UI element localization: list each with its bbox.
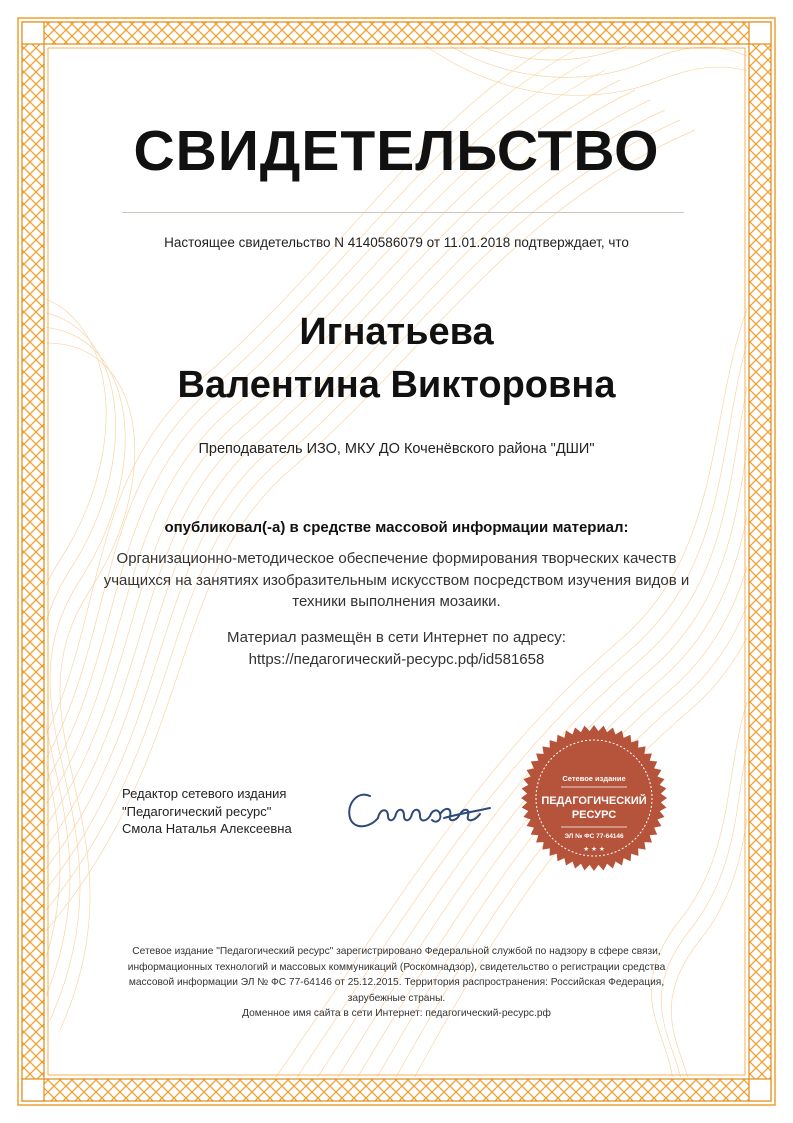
footer-registration-text: Сетевое издание "Педагогический ресурс" зарегистрировано Федеральной службой по надзору в сфере связи, информационных технологий и массовых коммуникаций (Роскомнадзор), свидетельство о регистрации средства массовой информации ЭЛ № ФС 77-64146 от 25.12.2015. Территория распространения: Российская Федерация, зарубежные страны.: [127, 946, 666, 1004]
seal-top-text: Сетевое издание: [562, 774, 626, 783]
recipient-surname: Игнатьева: [299, 311, 494, 353]
certificate-title: СВИДЕТЕЛЬСТВО: [133, 119, 660, 183]
footer-domain: Доменное имя сайта в сети Интернет: педагогический-ресурс.рф: [242, 1008, 551, 1019]
footer-legal: [110, 944, 683, 1022]
recipient-position: Преподаватель ИЗО, МКУ ДО Коченёвского района "ДШИ": [198, 441, 595, 457]
editor-publication: "Педагогический ресурс": [122, 803, 272, 819]
published-label: опубликовал(-а) в средстве массовой информации материал:: [164, 519, 629, 536]
editor-block: [122, 785, 292, 838]
certificate-intro: Настоящее свидетельство N 4140586079 от 11.01.2018 подтверждает, что: [164, 235, 629, 250]
publication-seal: [519, 723, 669, 873]
material-url[interactable]: https://педагогический-ресурс.рф/id581658: [248, 650, 545, 668]
seal-registration: ЭЛ № ФС 77-64146: [564, 833, 624, 840]
editor-role: Редактор сетевого издания: [122, 786, 287, 801]
url-label: Материал размещён в сети Интернет по адресу:: [227, 629, 566, 646]
seal-title-line1: ПЕДАГОГИЧЕСКИЙ: [541, 795, 647, 807]
editor-signature: [340, 778, 500, 848]
seal-stars: ★ ★ ★: [583, 845, 605, 853]
material-title: Организационно-методическое обеспечение формирования творческих качеств учащихся на занятиях изобразительным искусством посредством изучения видов и техники выполнения мозаики.: [103, 550, 690, 610]
title-divider: [122, 212, 684, 213]
seal-title-line2: РЕСУРС: [571, 809, 617, 821]
recipient-given-names: Валентина Викторовна: [177, 364, 616, 406]
editor-name: Смола Наталья Алексеевна: [122, 821, 292, 836]
recipient-name: [0, 306, 793, 412]
url-block: [0, 627, 793, 670]
